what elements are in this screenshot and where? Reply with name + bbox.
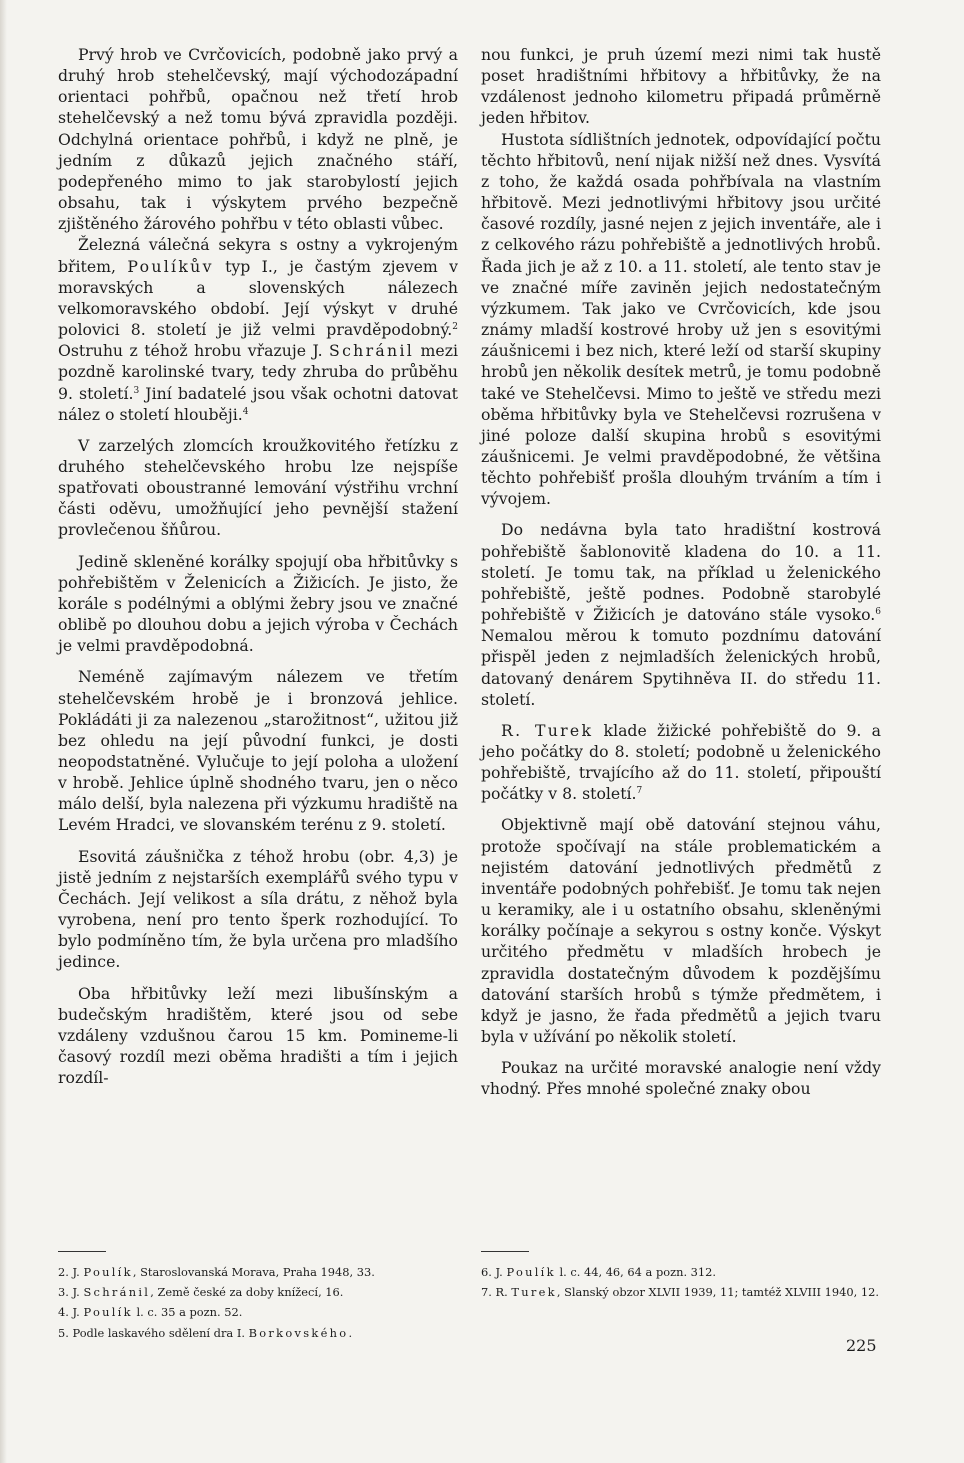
- footnotes-right: [481, 1264, 881, 1304]
- paragraph: Jedině skleněné korálky spojují oba hřbitůvky s pohřebištěm v Želenicích a Žižicích. Je jisto, že korále s podélnými a oblými žebry jsou ve značné oblibě po dlouhou dobu a jejich výroba v Čechách je velmi pravděpodobná.: [58, 551, 458, 656]
- paragraph: R. Turek klade žižické pohřebiště do 9. a jeho počátky do 8. století; podobně u želenického pohřebiště, trvajícího až do 11. století, připouští počátky v 8. století.$^7$: [481, 720, 882, 804]
- paragraph: nou funkci, je pruh území mezi nimi tak hustě poset hradištními hřbitovy a hřbitůvky, že na vzdálenost jednoho kilometru připadá průměrně jeden hřbitov.: [481, 45, 881, 128]
- footnotes-left: [58, 1264, 458, 1345]
- paragraph: Železná válečná sekyra s ostny a vykrojeným břitem, Poulíkův typ I., je častým zjevem v moravských a slovenských nálezech velkomoravského období. Její výskyt v druhé polovici 8. století je již velmi pravděpodobný.$^2$ Ostruhu z téhož hrobu vřazuje J. Schránil mezi pozdně karolinské tvary, tedy zhruba do průběhu 9. století.$^3$ Jiní badatelé jsou však ochotni datovat nález o století hlouběji.$^4$: [58, 235, 458, 424]
- page-spine-shadow: [0, 0, 7, 1463]
- paragraph: Objektivně mají obě datování stejnou váhu, protože spočívají na stále problematickém a nejistém datování jednotlivých předmětů z inventáře podobných pohřebišť. Je tomu tak nejen u keramiky, ale i u ostatního obsahu, skleněnými korálky počínaje a sekyrou s ostny konče. Výskyt určitého předmětu v mladších hrobech je zpravidla dostatečným důvodem k pozdějšímu datování starších hrobů s týmže předmětem, i když je jasno, že řada předmětů a jejich tvaru byla v užívání po několik století.: [481, 815, 881, 1047]
- paragraph: Oba hřbitůvky leží mezi libušínským a budečským hradištěm, které jsou od sebe vzdáleny vzdušnou čarou 15 km. Pomineme-li časový rozdíl mezi oběma hradišti a tím i jejich rozdíl-: [58, 983, 458, 1088]
- footnote: 4. J. Poulík l. c. 35 a pozn. 52.: [58, 1305, 243, 1320]
- paragraph: Poukaz na určité moravské analogie není vždy vhodný. Přes mnohé společné znaky obou: [481, 1058, 881, 1099]
- footnote: 2. J. Poulík, Staroslovanská Morava, Praha 1948, 33.: [58, 1265, 375, 1279]
- paragraph: Neméně zajímavým nálezem ve třetím stehelčevském hrobě je i bronzová jehlice. Pokládáti ji za nalezenou „starožitnost“, užitou již bez ohledu na její původní funkci, je dosti neopodstatněné. Vylučuje to její poloha a uložení v hrobě. Jehlice úplně shodného tvaru, jen o něco málo delší, byla nalezena při výzkumu hradiště na Levém Hradci, ve slovanském terénu z 9. století.: [58, 667, 458, 835]
- footnote: 3. J. Schránil, Země české za doby knížecí, 16.: [58, 1285, 344, 1300]
- footnote-rule: [58, 1251, 106, 1252]
- footnote: 5. Podle laskavého sdělení dra I. Borkovského.: [58, 1325, 353, 1340]
- footnote: 7. R. Turek, Slanský obzor XLVII 1939, 11; tamtéž XLVIII 1940, 12.: [481, 1285, 880, 1300]
- right-column: [481, 44, 881, 1100]
- paragraph: V zarzelých zlomcích kroužkovitého řetízku z druhého stehelčevského hrobu lze nejspíše spatřovati oboustranné lemování výstřihu vrchní části oděvu, umožňující jeho pevnější stažení provlečenou šňůrou.: [58, 435, 458, 540]
- page-number: 225: [846, 1336, 877, 1355]
- paragraph: Do nedávna byla tato hradištní kostrová pohřebiště šablonovitě kladena do 10. a 11. století. Je tomu tak, na příklad u želenického pohřebiště, ještě podnes. Podobně starobylé pohřebiště v Žižicích je datováno stále vysoko.$^6$ Nemalou měrou k tomuto pozdnímu datování přispěl jeden z nejmladších želenických hrobů, datovaný denárem Spytihněva II. do středu 11. století.: [481, 520, 881, 709]
- left-column: [58, 44, 458, 1088]
- footnote-rule: [481, 1251, 529, 1252]
- paragraph: Esovitá záušnička z téhož hrobu (obr. 4,3) je jistě jedním z nejstarších exemplářů svého typu v Čechách. Její velikost a síla drátu, z něhož byla vyrobena, není pro tento šperk rozhodující. To bylo podmíněno tím, že byla určena pro mladšího jedince.: [58, 846, 458, 972]
- footnote: 6. J. Poulík l. c. 44, 46, 64 a pozn. 312.: [481, 1265, 717, 1279]
- paragraph: Hustota sídlištních jednotek, odpovídající počtu těchto hřbitovů, není nijak nižší než dnes. Vysvítá z toho, že každá osada pohřbívala na vlastním hřbitově. Mezi jednotlivými hřbitovy jsou určité časové rozdíly, jasné nejen z jejich inventáře, ale i z celkového rázu pohřebiště a jednotlivých hrobů. Řada jich je až z 10. a 11. století, ale tento stav je ve značné míře zaviněn jejich nedostatečným výzkumem. Tak jako ve Cvrčovicích, kde jsou známy mladší kostrové hroby už jen s esovitými záušnicemi i bez nich, které leží od starší skupiny hrobů jen několik desítek metrů, je tomu podobně také ve Stehelčevsi. Mimo to ještě ve středu mezi oběma hřbitůvky byla ve Stehelčevsi rozrušena v jiné poloze další skupina hrobů s esovitými záušnicemi. Je velmi pravděpodobné, že většina těchto pohřebišť prošla dlouhým trváním a tím i vývojem.: [481, 129, 881, 509]
- paragraph: Prvý hrob ve Cvrčovicích, podobně jako prvý a druhý hrob stehelčevský, mají východozápadní orientaci pohřbů, opačnou než třetí hrob stehelčevský a než tomu bývá zpravidla později. Odchylná orientace pohřbů, i když ne plně, je jedním z důkazů jejich značného stáří, podepřeného mimo to jak starobylostí jejich obsahu, tak i výskytem prvého bezpečně zjištěného žárového pohřbu v této oblasti vůbec.: [58, 45, 458, 234]
